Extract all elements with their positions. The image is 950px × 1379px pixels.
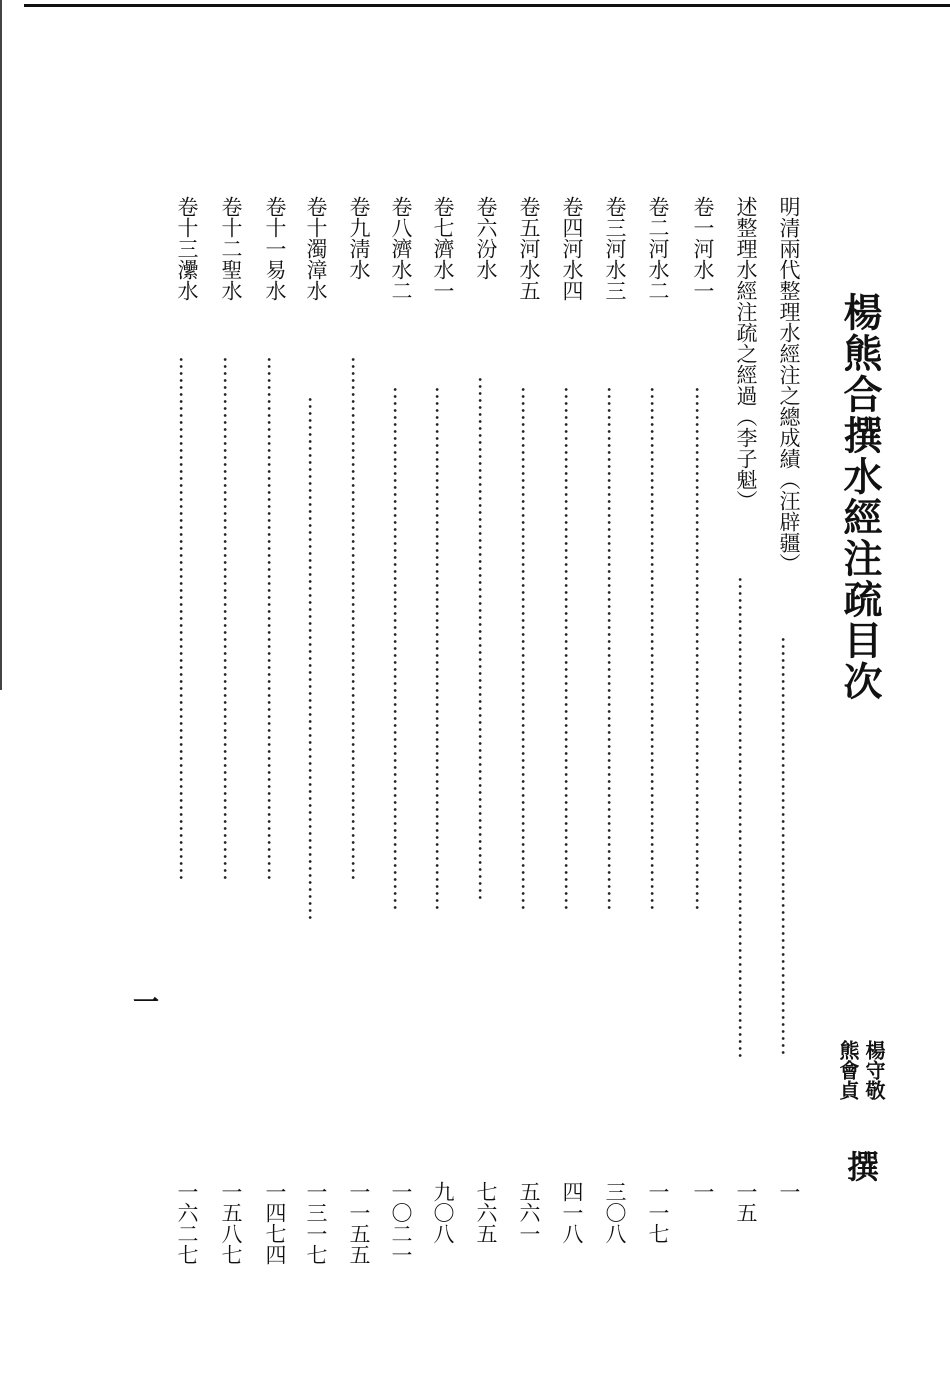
essay-page: 一 bbox=[777, 1181, 801, 1202]
page-title: 楊熊合撰水經注疏目次 bbox=[837, 292, 883, 702]
toc-row: 卷一河水一 ………………………………………………………………… 一 bbox=[686, 196, 720, 1271]
page-number: 一 bbox=[133, 988, 160, 1018]
essay-title: 述整理水經注疏之經過（李子魁） bbox=[734, 196, 758, 511]
author-1: 楊守敬 bbox=[862, 1040, 886, 1100]
left-page-edge bbox=[0, 0, 2, 690]
toc-row: 卷十一易水 ………………………………………………………………… 一四七四 bbox=[263, 196, 287, 1265]
juan-label: 卷 bbox=[691, 196, 715, 217]
toc-row: 卷十二聖水 ………………………………………………………………… 一五八七 bbox=[219, 196, 243, 1265]
top-rule bbox=[24, 4, 950, 7]
toc-row: 卷七濟水一 ………………………………………………………………… 九〇八 bbox=[431, 196, 455, 1244]
essay-row: 述整理水經注疏之經過（李子魁） …………………………………………………………… 一五 bbox=[729, 196, 763, 1271]
toc-row: 卷二河水二 ………………………………………………………………… 一一七 bbox=[646, 196, 670, 1244]
chapter-page: 一 bbox=[691, 1181, 715, 1202]
author-2: 熊會貞 bbox=[836, 1040, 860, 1100]
authored-mark: 撰 bbox=[842, 1150, 880, 1182]
toc-row: 卷六汾水 ………………………………………………………………… 七六五 bbox=[474, 196, 498, 1244]
toc-row: 卷九淸水 ………………………………………………………………… 一一五五 bbox=[347, 196, 371, 1265]
toc-row: 卷十濁漳水 ………………………………………………………………… 一三一七 bbox=[304, 196, 328, 1265]
toc-row: 卷十三㶟水 ………………………………………………………………… 一六二七 bbox=[175, 196, 199, 1265]
toc-row: 卷五河水五 ………………………………………………………………… 五六一 bbox=[517, 196, 541, 1244]
toc-row: 卷三河水三 ………………………………………………………………… 三〇八 bbox=[603, 196, 627, 1244]
essay-title: 明清兩代整理水經注之總成績（汪辟疆） bbox=[777, 196, 801, 574]
chapter-name: 河水一 bbox=[691, 238, 715, 301]
juan-number: 一 bbox=[691, 217, 715, 238]
toc-row: 卷八濟水二 ………………………………………………………………… 一〇二一 bbox=[389, 196, 413, 1265]
essay-page: 一五 bbox=[734, 1181, 758, 1223]
toc-row: 卷四河水四 ………………………………………………………………… 四一八 bbox=[560, 196, 584, 1244]
essay-row: 明清兩代整理水經注之總成績（汪辟疆） …………………………………………………… 一 bbox=[772, 196, 806, 1271]
